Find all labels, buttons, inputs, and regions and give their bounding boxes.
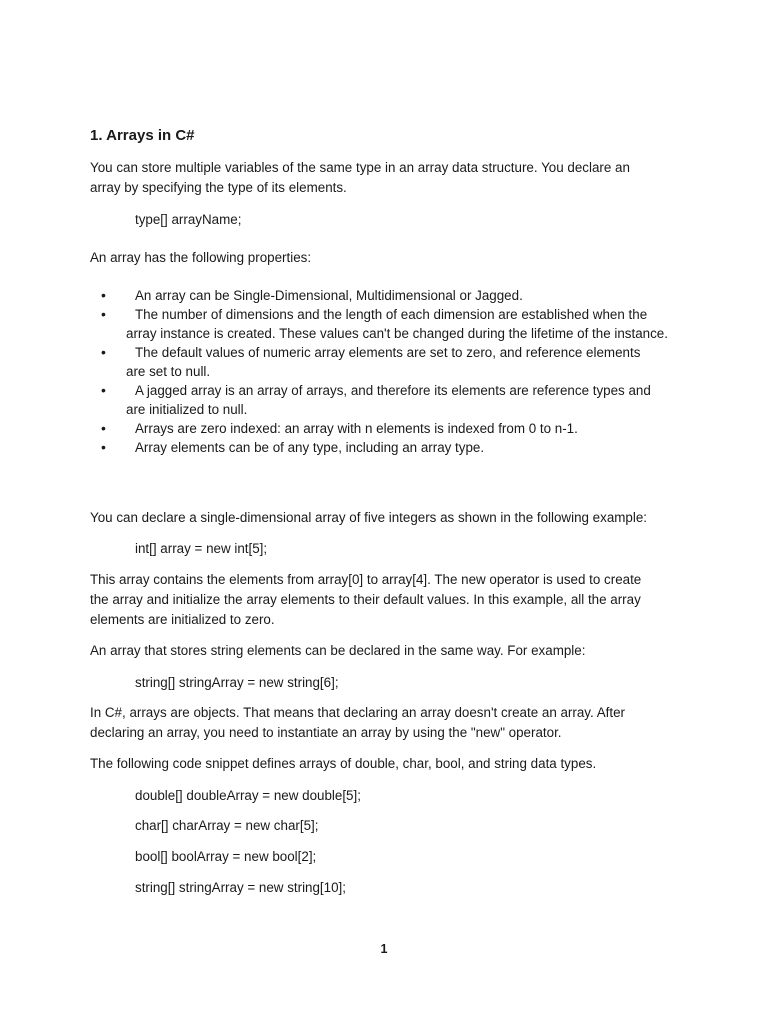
list-item-text: An array can be Single-Dimensional, Multidimensional or Jagged. bbox=[135, 288, 523, 303]
list-item bbox=[90, 286, 690, 305]
bullet-icon: • bbox=[101, 287, 106, 303]
contains-paragraph-line-2: the array and initialize the array elements to their default values. In this example, all the array bbox=[90, 592, 641, 607]
list-item-text: A jagged array is an array of arrays, and therefore its elements are reference types and bbox=[135, 383, 651, 398]
code-bool-array: bool[] boolArray = new bool[2]; bbox=[135, 849, 317, 864]
contains-paragraph-line-3: elements are initialized to zero. bbox=[90, 612, 275, 627]
bullet-icon: • bbox=[101, 439, 106, 455]
list-item bbox=[90, 381, 690, 419]
bullet-icon: • bbox=[101, 306, 106, 322]
list-item-continuation: are set to null. bbox=[126, 364, 211, 379]
list-item-continuation: are initialized to null. bbox=[126, 402, 248, 417]
list-item bbox=[90, 343, 690, 381]
list-item bbox=[90, 419, 690, 438]
code-int-array: int[] array = new int[5]; bbox=[135, 541, 268, 556]
snippet-intro: The following code snippet defines arrays of double, char, bool, and string data types. bbox=[90, 756, 597, 771]
code-char-array: char[] charArray = new char[5]; bbox=[135, 818, 319, 833]
code-string-array-10: string[] stringArray = new string[10]; bbox=[135, 880, 346, 895]
string-array-intro: An array that stores string elements can be declared in the same way. For example: bbox=[90, 643, 586, 658]
list-item-text: The number of dimensions and the length of each dimension are established when the bbox=[135, 307, 648, 322]
code-double-array: double[] doubleArray = new double[5]; bbox=[135, 788, 361, 803]
properties-list bbox=[90, 286, 690, 457]
list-item-text: Arrays are zero indexed: an array with n elements is indexed from 0 to n-1. bbox=[135, 421, 578, 436]
list-item-text: The default values of numeric array elements are set to zero, and reference elements bbox=[135, 345, 641, 360]
list-item bbox=[90, 305, 690, 343]
intro-paragraph-line-2: array by specifying the type of its elements. bbox=[90, 180, 347, 195]
page-number: 1 bbox=[380, 942, 388, 956]
objects-paragraph-line-1: In C#, arrays are objects. That means that declaring an array doesn't create an array. After bbox=[90, 705, 625, 720]
code-type-declaration: type[] arrayName; bbox=[135, 212, 242, 227]
bullet-icon: • bbox=[101, 382, 106, 398]
bullet-icon: • bbox=[101, 344, 106, 360]
single-dimensional-intro: You can declare a single-dimensional array of five integers as shown in the following example: bbox=[90, 510, 648, 525]
objects-paragraph-line-2: declaring an array, you need to instantiate an array by using the "new" operator. bbox=[90, 725, 562, 740]
bullet-icon: • bbox=[101, 420, 106, 436]
section-heading: 1. Arrays in C# bbox=[90, 127, 195, 144]
list-item-continuation: array instance is created. These values can't be changed during the lifetime of the instance. bbox=[126, 326, 668, 341]
intro-paragraph-line-1: You can store multiple variables of the same type in an array data structure. You declare an bbox=[90, 160, 630, 175]
list-item-text: Array elements can be of any type, including an array type. bbox=[135, 440, 485, 455]
properties-intro: An array has the following properties: bbox=[90, 250, 312, 265]
code-string-array-6: string[] stringArray = new string[6]; bbox=[135, 675, 339, 690]
list-item bbox=[90, 438, 690, 457]
contains-paragraph-line-1: This array contains the elements from array[0] to array[4]. The new operator is used to create bbox=[90, 572, 642, 587]
